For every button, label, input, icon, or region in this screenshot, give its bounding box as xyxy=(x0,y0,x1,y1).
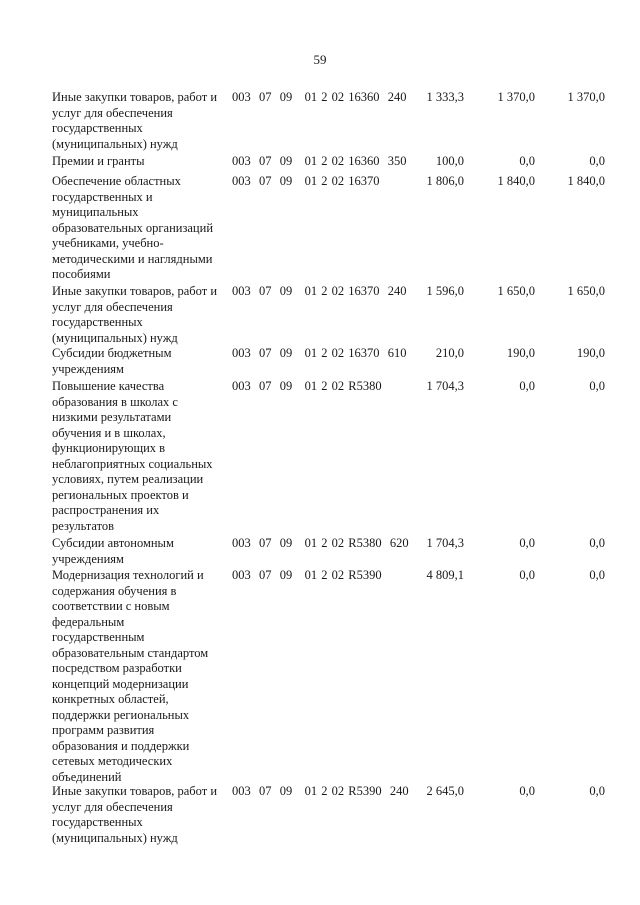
row-value-2: 0,0 xyxy=(519,536,535,550)
row-description: Иные закупки товаров, работ и услуг для обеспечения государственных (муниципальных) нужд xyxy=(52,784,218,845)
row-code: 003 07 09 01 2 02 R5390 xyxy=(232,568,382,582)
row-value-2: 0,0 xyxy=(519,379,535,393)
row-value-3: 0,0 xyxy=(589,154,605,168)
row-description: Иные закупки товаров, работ и услуг для обеспечения государственных (муниципальных) нужд xyxy=(52,90,218,151)
row-description: Субсидии бюджетным учреждениям xyxy=(52,346,172,376)
row-value-1: 1 333,3 xyxy=(426,90,464,104)
row-code: 003 07 09 01 2 02 R5380 620 xyxy=(232,536,409,550)
row-value-2: 0,0 xyxy=(519,568,535,582)
row-code: 003 07 09 01 2 02 16370 xyxy=(232,174,380,188)
row-value-1: 1 596,0 xyxy=(426,284,464,298)
row-code: 003 07 09 01 2 02 16370 240 xyxy=(232,284,407,298)
row-value-2: 1 840,0 xyxy=(497,174,535,188)
row-value-2: 0,0 xyxy=(519,154,535,168)
row-description: Иные закупки товаров, работ и услуг для обеспечения государственных (муниципальных) нужд xyxy=(52,284,218,345)
row-value-3: 1 370,0 xyxy=(567,90,605,104)
row-code: 003 07 09 01 2 02 16360 240 xyxy=(232,90,407,104)
row-code: 003 07 09 01 2 02 16360 350 xyxy=(232,154,407,168)
row-code: 003 07 09 01 2 02 R5390 240 xyxy=(232,784,409,798)
row-value-1: 4 809,1 xyxy=(426,568,464,582)
row-description: Премии и гранты xyxy=(52,154,145,168)
row-value-1: 100,0 xyxy=(435,154,464,168)
row-value-1: 210,0 xyxy=(435,346,464,360)
row-value-3: 1 650,0 xyxy=(567,284,605,298)
row-value-3: 0,0 xyxy=(589,536,605,550)
row-value-2: 1 370,0 xyxy=(497,90,535,104)
row-value-3: 0,0 xyxy=(589,379,605,393)
row-value-2: 190,0 xyxy=(506,346,535,360)
row-code: 003 07 09 01 2 02 R5380 xyxy=(232,379,382,393)
row-description: Повышение качества образования в школах с низкими результатами обучения и в школах, функционирующих в неблагоприятных социальных условиях, путем реализации региональных проектов и распространения их результатов xyxy=(52,379,213,533)
row-code: 003 07 09 01 2 02 16370 610 xyxy=(232,346,407,360)
row-value-2: 1 650,0 xyxy=(497,284,535,298)
row-value-2: 0,0 xyxy=(519,784,535,798)
row-value-3: 1 840,0 xyxy=(567,174,605,188)
row-value-1: 2 645,0 xyxy=(426,784,464,798)
row-value-1: 1 704,3 xyxy=(426,536,464,550)
row-value-3: 0,0 xyxy=(589,784,605,798)
page-number: 59 xyxy=(313,52,327,67)
row-value-1: 1 806,0 xyxy=(426,174,464,188)
row-description: Обеспечение областных государственных и муниципальных образовательных организаций учебниками, учебно- методическими и наглядными пособиями xyxy=(52,174,214,281)
row-value-3: 0,0 xyxy=(589,568,605,582)
row-value-1: 1 704,3 xyxy=(426,379,464,393)
row-description: Модернизация технологий и содержания обучения в соответствии с новым федеральным государственным образовательным стандартом посредством разработки концепций модернизации конкретных областей, поддержки региональных программ развития образования и поддержки сетевых методических объединений xyxy=(52,568,209,784)
row-description: Субсидии автономным учреждениям xyxy=(52,536,174,566)
row-value-3: 190,0 xyxy=(576,346,605,360)
